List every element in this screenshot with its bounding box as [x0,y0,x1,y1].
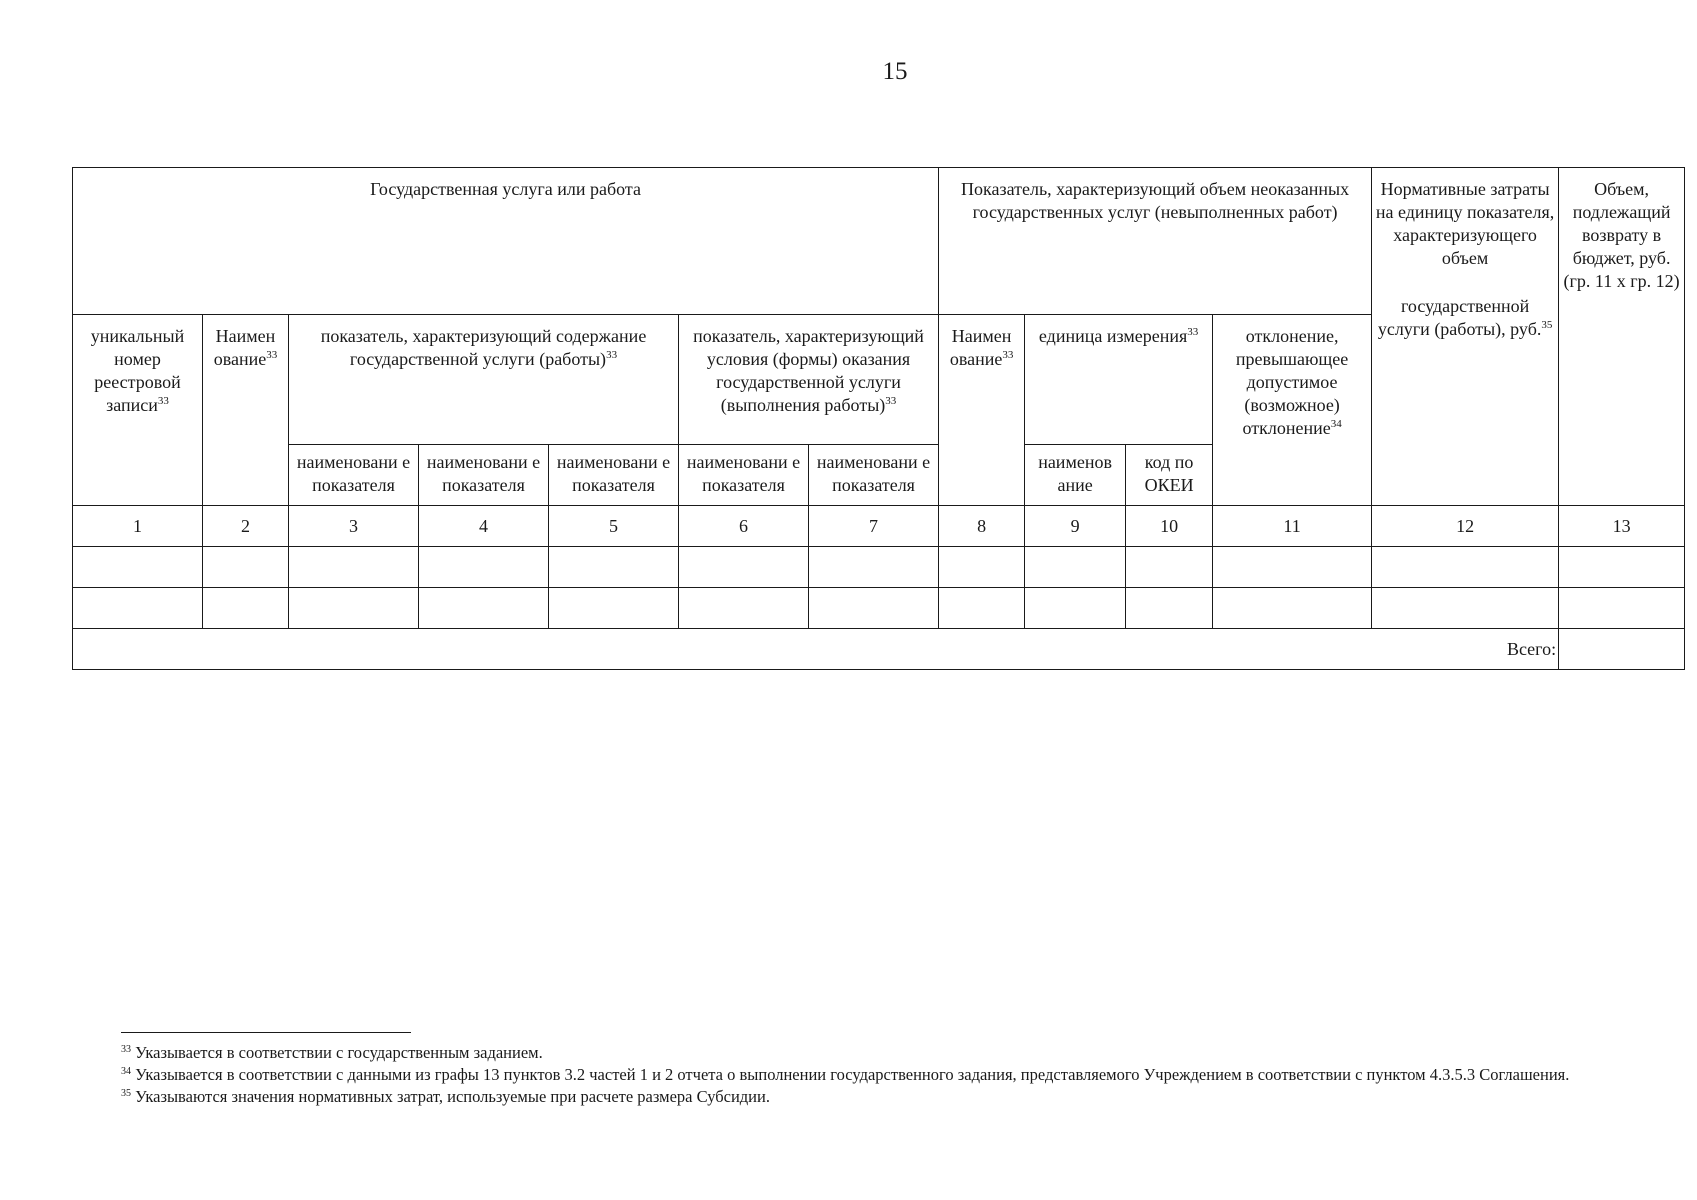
indicator-name-header: наименовани е показателя [419,445,549,506]
empty-cell [1025,547,1126,588]
footnote-ref: 33 [606,349,618,361]
column-numbers-row [73,506,1685,547]
footnote-ref: 33 [1187,326,1199,338]
indicator-name-header: наименовани е показателя [809,445,939,506]
refund-volume-header: Объем, подлежащий возврату в бюджет, руб. (гр. 11 х гр. 12) [1559,168,1685,506]
column-number: 8 [939,506,1025,547]
column-number: 1 [73,506,203,547]
empty-cell [73,588,203,629]
conditions-indicator-header: показатель, характеризующий условия (формы) оказания государственной услуги (выполнения работы)$^{33}$ [679,315,939,445]
header-row-1 [73,168,1685,315]
report-table [72,167,1685,670]
name-header-col8: Наимен ование$^{33}$ [939,315,1025,506]
footnote-mark: 33 [121,1044,131,1055]
empty-cell [1559,588,1685,629]
content-indicator-header: показатель, характеризующий содержание государственной услуги (работы)$^{33}$ [289,315,679,445]
empty-cell [549,588,679,629]
empty-cell [1126,588,1213,629]
footnote-text: Указывается в соответствии с государственным заданием. [135,1043,543,1062]
empty-cell [419,588,549,629]
footnote-mark: 35 [121,1088,131,1099]
empty-cell [203,588,289,629]
footnote [121,1042,1597,1064]
empty-cell [809,588,939,629]
empty-cell [939,588,1025,629]
footnote-mark: 34 [121,1066,131,1077]
empty-cell [419,547,549,588]
deviation-header: отклонение, превышающее допустимое (возможное) отклонение$^{34}$ [1213,315,1372,506]
column-number: 10 [1126,506,1213,547]
empty-cell [1126,547,1213,588]
column-number: 6 [679,506,809,547]
footnotes [121,1042,1597,1108]
empty-cell [939,547,1025,588]
page-number: 15 [882,58,908,85]
empty-cell [289,588,419,629]
footnote [121,1064,1597,1086]
empty-cell [203,547,289,588]
name-header-col2: Наимен ование$^{33}$ [203,315,289,506]
empty-cell [679,588,809,629]
empty-cell [809,547,939,588]
footnote-ref: 33 [266,349,278,361]
footnote-ref: 33 [157,395,169,407]
empty-cell [1372,588,1559,629]
column-number: 7 [809,506,939,547]
footnote-divider [121,1032,411,1033]
column-number: 13 [1559,506,1685,547]
empty-cell [1025,588,1126,629]
norm-costs-header-top: Нормативные затраты на единицу показателя, характеризующего объем [1375,179,1555,268]
empty-cell [1559,547,1685,588]
column-number: 5 [549,506,679,547]
column-number: 2 [203,506,289,547]
column-number: 4 [419,506,549,547]
empty-cell [1372,547,1559,588]
footnote-ref: 35 [1541,319,1553,331]
unit-name-header: наименов ание [1025,445,1126,506]
unique-number-header: уникальный номер реестровой записи$^{33}$ [73,315,203,506]
empty-cell [1213,547,1372,588]
total-row [73,629,1685,670]
total-label: Всего: [73,629,1559,670]
norm-costs-header [1372,168,1559,506]
footnote [121,1086,1597,1108]
footnote-ref: 33 [885,395,897,407]
table-row [73,588,1685,629]
footnote-ref: 33 [1002,349,1014,361]
empty-cell [73,547,203,588]
unit-header: единица измерения$^{33}$ [1025,315,1213,445]
indicator-name-header: наименовани е показателя [549,445,679,506]
volume-group-header: Показатель, характеризующий объем неоказанных государственных услуг (невыполненных работ) [939,168,1372,315]
footnote-ref: 34 [1330,418,1342,430]
column-number: 11 [1213,506,1372,547]
indicator-name-header: наименовани е показателя [679,445,809,506]
empty-cell [679,547,809,588]
table-row [73,547,1685,588]
column-number: 9 [1025,506,1126,547]
empty-cell [1213,588,1372,629]
empty-cell [549,547,679,588]
total-value-cell [1559,629,1685,670]
service-group-header: Государственная услуга или работа [73,168,939,315]
okei-code-header: код по ОКЕИ [1126,445,1213,506]
footnote-text: Указывается в соответствии с данными из графы 13 пунктов 3.2 частей 1 и 2 отчета о выполнении государственного задания, представляемого Учреждением в соответствии с пунктом 4.3.5.3 Соглашения. [135,1065,1570,1084]
column-number: 3 [289,506,419,547]
empty-cell [289,547,419,588]
norm-costs-header-bottom: государственной услуги (работы), руб.$^{35}$ [1377,296,1553,339]
indicator-name-header: наименовани е показателя [289,445,419,506]
column-number: 12 [1372,506,1559,547]
footnote-text: Указываются значения нормативных затрат, используемые при расчете размера Субсидии. [135,1087,770,1106]
